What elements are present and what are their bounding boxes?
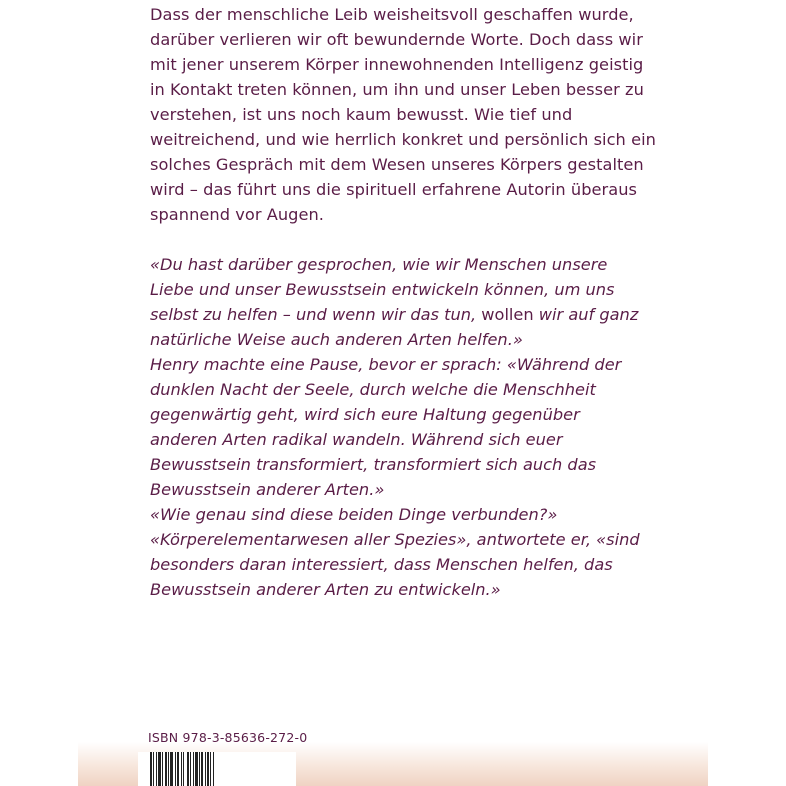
quote-text: wir auf ganz — [533, 305, 639, 324]
quote-line — [150, 552, 650, 577]
quote-line — [150, 327, 650, 352]
blurb-line: solches Gespräch mit dem Wesen unseres Körpers gestalten — [150, 155, 644, 174]
blurb-line: Dass der menschliche Leib weisheitsvoll geschaffen wurde, — [150, 5, 634, 24]
quote-line — [150, 452, 650, 477]
blurb-line: darüber verlieren wir oft bewundernde Worte. Doch dass wir — [150, 30, 643, 49]
quote-line — [150, 527, 650, 552]
quote-text: «Körperelementarwesen aller Spezies», antwortete er, «sind — [150, 530, 640, 549]
quote-text: «Wie genau sind diese beiden Dinge verbunden?» — [150, 505, 558, 524]
blurb-paragraph — [150, 2, 656, 227]
quote-line — [150, 577, 650, 602]
blurb-line: verstehen, ist uns noch kaum bewusst. Wie tief und — [150, 105, 573, 124]
quote-line — [150, 352, 650, 377]
quote-line — [150, 402, 650, 427]
isbn-label: ISBN 978-3-85636-272-0 — [148, 730, 308, 745]
quote-line — [150, 477, 650, 502]
blurb-line: in Kontakt treten können, um ihn und unser Leben besser zu — [150, 80, 644, 99]
quote-text: anderen Arten radikal wandeln. Während sich euer — [150, 430, 563, 449]
quote-line — [150, 302, 650, 327]
blurb-line: mit jener unserem Körper innewohnenden Intelligenz geistig — [150, 55, 644, 74]
quote-text: Liebe und unser Bewusstsein entwickeln können, um uns — [150, 280, 615, 299]
quote-text: Bewusstsein transformiert, transformiert sich auch das — [150, 455, 597, 474]
quote-text: besonders daran interessiert, dass Menschen helfen, das — [150, 555, 613, 574]
quote-text: Bewusstsein anderer Arten zu entwickeln.» — [150, 580, 501, 599]
quote-text: gegenwärtig geht, wird sich eure Haltung gegenüber — [150, 405, 580, 424]
excerpt-quote — [150, 252, 650, 602]
quote-text-upright: wollen — [481, 305, 534, 324]
blurb-line: weitreichend, und wie herrlich konkret und persönlich sich ein — [150, 130, 656, 149]
barcode-icon — [150, 752, 214, 786]
blurb-line: spannend vor Augen. — [150, 205, 324, 224]
quote-text: «Du hast darüber gesprochen, wie wir Menschen unsere — [150, 255, 608, 274]
quote-text: Bewusstsein anderer Arten.» — [150, 480, 385, 499]
quote-text: Henry machte eine Pause, bevor er sprach: «Während der — [150, 355, 622, 374]
quote-line — [150, 252, 650, 277]
quote-text: natürliche Weise auch anderen Arten helfen.» — [150, 330, 523, 349]
quote-line — [150, 427, 650, 452]
quote-text: dunklen Nacht der Seele, durch welche die Menschheit — [150, 380, 596, 399]
barcode-area — [138, 752, 296, 786]
quote-text: selbst zu helfen – und wenn wir das tun, — [150, 305, 482, 324]
quote-line — [150, 502, 650, 527]
quote-line — [150, 377, 650, 402]
blurb-line: wird – das führt uns die spirituell erfahrene Autorin überaus — [150, 180, 638, 199]
quote-line — [150, 277, 650, 302]
